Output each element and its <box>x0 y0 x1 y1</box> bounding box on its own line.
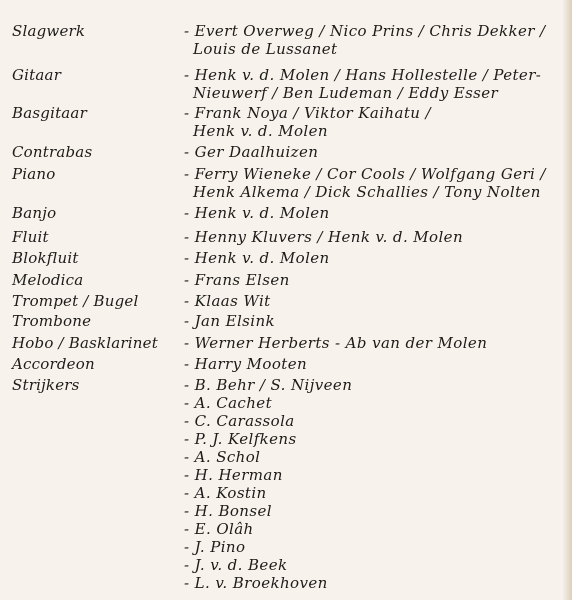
performer-names <box>184 376 352 592</box>
performer-line: - B. Behr / S. Nijveen <box>184 376 353 394</box>
performer-names <box>184 66 541 102</box>
instrument-label: Strijkers <box>12 376 80 394</box>
performer-line: - Klaas Wit <box>184 292 271 310</box>
instrument-label: Blokfluit <box>12 249 79 267</box>
performer-names <box>184 355 307 373</box>
instrument-label: Trompet / Bugel <box>12 292 139 310</box>
instrument-label: Hobo / Basklarinet <box>12 334 158 352</box>
instrument-label: Trombone <box>12 312 92 330</box>
performer-line: - L. v. Broekhoven <box>184 574 328 592</box>
performer-line: - Jan Elsink <box>184 312 276 330</box>
performer-names <box>184 22 545 58</box>
performer-line: - J. Pino <box>184 538 246 556</box>
performer-line: - E. Olâh <box>184 520 254 538</box>
instrument-label: Piano <box>12 165 56 183</box>
performer-line: - Henk v. d. Molen / Hans Hollestelle / Peter- <box>184 66 542 84</box>
performer-line: - Harry Mooten <box>184 355 308 373</box>
performer-line: - H. Herman <box>184 466 283 484</box>
performer-line: - J. v. d. Beek <box>184 556 288 574</box>
instrument-label: Gitaar <box>12 66 62 84</box>
performer-names <box>184 143 318 161</box>
instrument-label: Slagwerk <box>12 22 86 40</box>
performer-line: Louis de Lussanet <box>193 40 338 58</box>
performer-line: Henk v. d. Molen <box>193 122 328 140</box>
instrument-label: Basgitaar <box>12 104 87 122</box>
performer-names <box>184 312 275 330</box>
performer-line: - Henny Kluvers / Henk v. d. Molen <box>184 228 464 246</box>
performer-names <box>184 228 463 246</box>
instrument-label: Accordeon <box>12 355 95 373</box>
performer-line: - A. Schol <box>184 448 261 466</box>
performer-line: - P. J. Kelfkens <box>184 430 297 448</box>
performer-line: - C. Carassola <box>184 412 295 430</box>
instrument-label: Melodica <box>12 271 84 289</box>
performer-line: - A. Kostin <box>184 484 267 502</box>
performer-line: - Ger Daalhuizen <box>184 143 319 161</box>
performer-names <box>184 165 546 201</box>
performer-names <box>184 271 290 289</box>
performer-line: - Ferry Wieneke / Cor Cools / Wolfgang Geri / <box>184 165 546 183</box>
instrument-label: Banjo <box>12 204 57 222</box>
performer-names <box>184 104 431 140</box>
performer-line: - Evert Overweg / Nico Prins / Chris Dekker / <box>184 22 546 40</box>
performer-line: - Werner Herberts - Ab van der Molen <box>184 334 488 352</box>
performer-names <box>184 334 487 352</box>
performer-line: - Henk v. d. Molen <box>184 204 330 222</box>
performer-names <box>184 292 271 310</box>
instrument-label: Contrabas <box>12 143 93 161</box>
performer-line: Nieuwerf / Ben Ludeman / Eddy Esser <box>193 84 499 102</box>
performer-line: - Frank Noya / Viktor Kaihatu / <box>184 104 431 122</box>
performer-names <box>184 249 330 267</box>
performer-line: - Henk v. d. Molen <box>184 249 330 267</box>
performer-names <box>184 204 330 222</box>
performer-line: - Frans Elsen <box>184 271 290 289</box>
instrument-label: Fluit <box>12 228 49 246</box>
performer-line: - A. Cachet <box>184 394 272 412</box>
performer-line: - H. Bonsel <box>184 502 272 520</box>
performer-line: Henk Alkema / Dick Schallies / Tony Nolten <box>193 183 541 201</box>
